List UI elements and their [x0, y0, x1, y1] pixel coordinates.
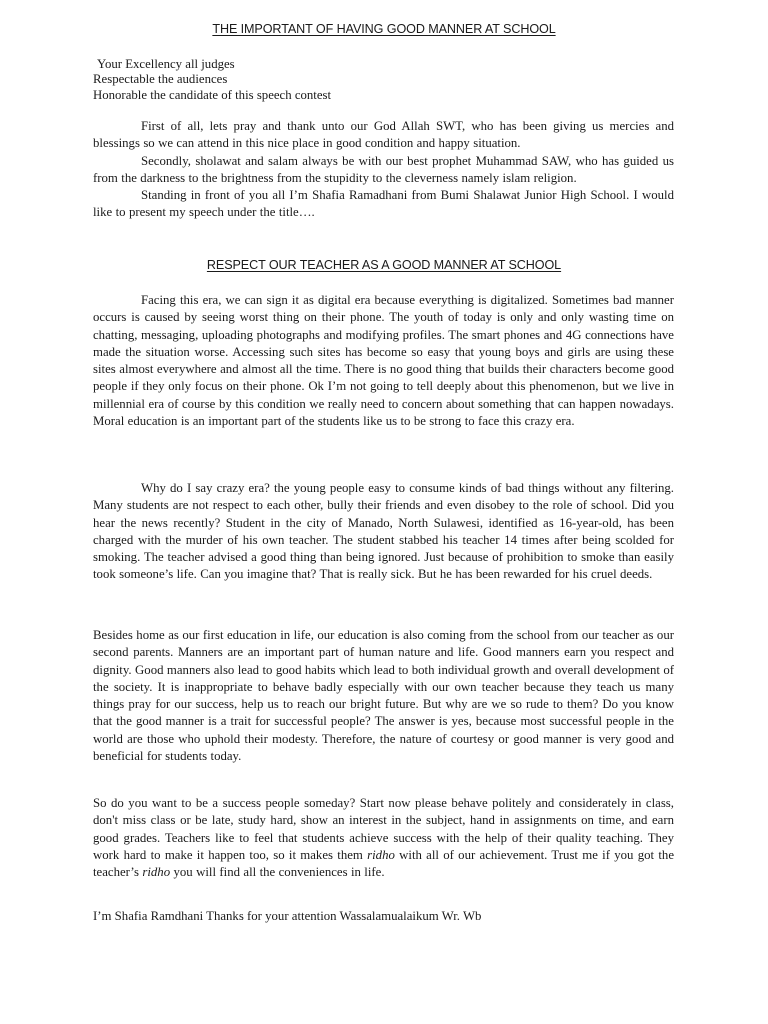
paragraph-text: with all of our achievement. Trust me if you got the teacher’s [93, 847, 674, 880]
body-paragraph: Facing this era, we can sign it as digital era because everything is digitalized. Sometimes bad manner occurs is caused by seeing worst thing on their phone. The youth of today is only and only wasting time on chatting, messaging, uploading photographs and modifying profiles. The smart phones and 4G connections have made the situation worse. Accessing such sites has become so easy that young boys and girls are using these sites almost everywhere and almost all the time. There is no good thing that builds their characters become good people if they only focus on their phone. Ok I’m not going to tell deeply about this phenomenon, but we live in millennial era of course by this condition we really need to concern about something that can happen nowadays. Moral education is an important part of the students like us to be strong to face this crazy era. [93, 293, 674, 429]
intro-paragraph: First of all, lets pray and thank unto our God Allah SWT, who has been giving us mercies and blessings so we can attend in this nice place in good condition and happy situation. [93, 119, 674, 151]
greetings-block [93, 57, 674, 103]
section-title: RESPECT OUR TEACHER AS A GOOD MANNER AT SCHOOL [206, 258, 562, 272]
greeting-line: Respectable the audiences [93, 72, 228, 87]
document-title: THE IMPORTANT OF HAVING GOOD MANNER AT SCHOOL [212, 22, 556, 36]
greeting-line: Honorable the candidate of this speech contest [93, 87, 332, 102]
body-paragraph-block [93, 292, 674, 430]
body-paragraph: Why do I say crazy era? the young people easy to consume kinds of bad things without any filtering. Many students are not respect to each other, bully their friends and even disobey to the role of school. Did you hear the news recently? Student in the city of Manado, North Sulawesi, identified as 16-year-old, has been charged with the murder of his own teacher. The student stabbed his teacher 14 times after being scolded for smoking. The teacher advised a good thing than being ignored. Just because of prohibition to smoke than easily took someone’s life. Can you imagine that? That is really sick. But he has been rewarded for his cruel deeds. [93, 481, 674, 582]
body-paragraph: Besides home as our first education in life, our education is also coming from the school from our teacher as our second parents. Manners are an important part of human nature and life. Good manners earn you respect and dignity. Good manners also lead to good habits which lead to both individual growth and overall development of the society. It is inappropriate to behave badly especially with our own teacher because they teach us many things pray for our success, help us to reach our bright future. But why are we so rude to them? Do you know that the good manner is a trait for successful people? The answer is yes, because most successful people in the world are those who uphold their modesty. Therefore, the nature of courtesy or good manner is very good and beneficial for students today. [93, 628, 674, 764]
greeting-line: Your Excellency all judges [97, 57, 235, 71]
body-paragraph-block [93, 480, 674, 584]
body-paragraph [93, 795, 674, 881]
italic-term: ridho [142, 865, 171, 880]
closing-line: I’m Shafia Ramdhani Thanks for your attention Wassalamualaikum Wr. Wb [93, 909, 482, 923]
italic-term: ridho [367, 847, 395, 862]
intro-paragraph: Secondly, sholawat and salam always be with our best prophet Muhammad SAW, who has guided us from the darkness to the brightness from the stupidity to the cleverness namely islam religion. [93, 153, 674, 185]
intro-block [93, 118, 674, 222]
body-paragraph-block [93, 627, 674, 765]
paragraph-text: So do you want to be a success people someday? Start now please behave politely and considerately in class, don't miss class or be late, study hard, show an interest in the subject, hand in assignments on time, and earn good grades. Teachers like to feel that students achieve success with the help of their quality teaching. They work hard to make it happen too, so it makes them [93, 796, 674, 862]
paragraph-text: you will find all the conveniences in life. [170, 865, 385, 880]
intro-paragraph: Standing in front of you all I’m Shafia Ramadhani from Bumi Shalawat Junior High School. I would like to present my speech under the title…. [93, 188, 674, 220]
body-paragraph-block [93, 795, 674, 881]
